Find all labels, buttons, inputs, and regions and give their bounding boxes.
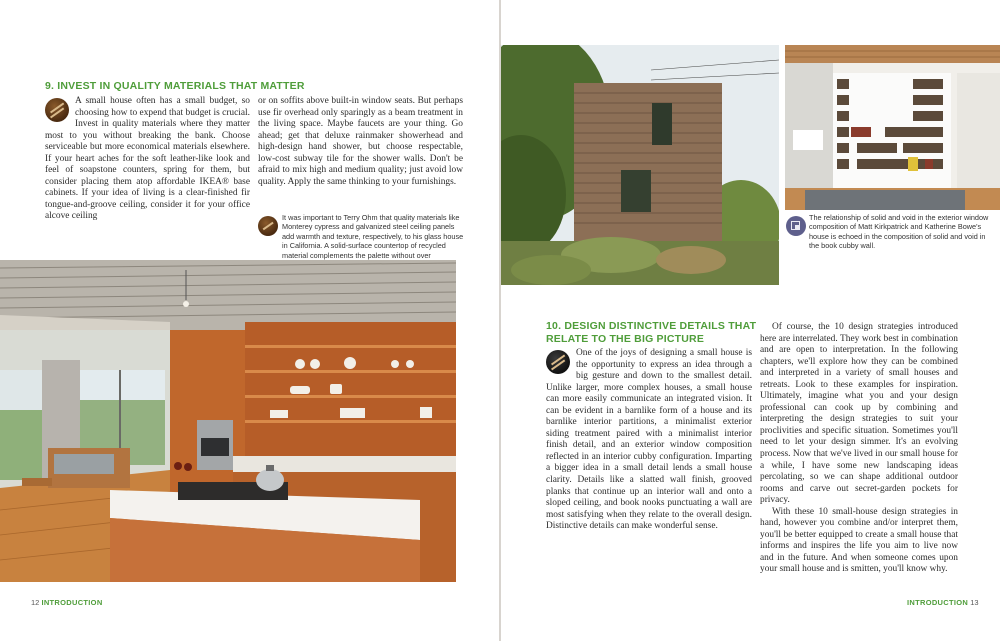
kitchen-photo-caption: It was important to Terry Ohm that quality materials like Monterey cypress and galvanized steel ceiling panels add warmth and texture, respectively, to his glass house in California. A solid-surface countertop of recycled material complements the palette without over: [282, 213, 464, 260]
bookshelf-photo: [785, 45, 1000, 210]
section-9-column-2: [258, 96, 463, 188]
section-10-column-2: [760, 322, 958, 576]
left-folio-section: INTRODUCTION: [41, 598, 103, 607]
section-10-heading-line-1: 10. DESIGN DISTINCTIVE DETAILS THAT: [546, 320, 757, 332]
section-9-column-1: [45, 96, 250, 223]
section-10-text-2b: With these 10 small-house design strategies in hand, however you combine and/or interpret them, you'll be better equipped to create a small house that informs and inspires the life you aim to live now and in the future. And when someone comes upon your small house and is smitten, you'll know why.: [760, 506, 958, 575]
section-9-text-1: A small house often has a small budget, so choosing how to expend that budget is crucial. Invest in quality materials where they matter most to you without breaking the bank. Choose serviceable but more economical materials elsewhere. If your heart aches for the soft leather-like look and feel of soapstone counters, spring for them, but consider placing them atop affordable IKEA® base cabinets. If your idea of living is a clear-finished fir tongue-and-groove ceiling, consider it for your office alcove ceiling: [45, 96, 250, 222]
left-page: [0, 0, 499, 641]
exterior-house-photo: [501, 45, 779, 285]
page-number-13: 13: [970, 598, 979, 607]
composition-caption-icon: [786, 216, 806, 236]
kitchen-photo: [0, 260, 456, 582]
wood-grain-caption-icon: [258, 216, 278, 236]
kitchen-photo-illustration: [0, 260, 456, 582]
section-10-column-1: [546, 348, 752, 533]
section-9-text-2: or on soffits above built-in window seats. But perhaps use fir overhead only sparingly as a beam treatment in the living space. Maybe faucets are your thing. Go ahead; get that deluxe rainmaker showerhead and high-design hand shower, but choose respectable, low-cost subway tile for the shower walls. Don't be afraid to mix high and medium quality; just avoid low quality. Apply the same thinking to your furnishings.: [258, 96, 463, 187]
right-folio-section: INTRODUCTION: [907, 598, 969, 607]
right-page-folio: [907, 598, 979, 607]
bookshelf-photo-caption: The relationship of solid and void in the exterior window composition of Matt Kirkpatrick and Katherine Bowe's house is echoed in the composition of solid and void in the book cubby wall.: [809, 213, 989, 251]
bookshelf-photo-illustration: [785, 45, 1000, 210]
section-10-text-1: One of the joys of designing a small house is the opportunity to express an idea through a big gesture and down to the smallest detail. Unlike larger, more complex houses, a small house can more easily communicate an integrated vision. It can be evident in a barnlike form of a house and its barnlike interior partitions, a minimalist exterior siding treatment paired with a minimalist interior finish detail, and an exterior window composition reflected in an interior cubby configuration. Imparting a bigger idea in a small detail lends a small house clarity. Details like a slatted wall finish, grooved planks that continue up an interior wall and onto a sloped ceiling, and book nooks punctuating a wall are most satisfying when they relate to the overall design. Distinctive details can make wonderful sense.: [546, 348, 752, 532]
section-10-heading-line-2: RELATE TO THE BIG PICTURE: [546, 333, 705, 345]
right-page: [501, 0, 1000, 641]
section-10-text-2a: Of course, the 10 design strategies introduced here are interrelated. They work best in combination and are open to interpretation. In the following chapters, we'll explore how they can be combined and interpreted in a variety of small houses and retreats. Look to these examples for inspiration. Ultimately, imagine what you and your design professional can cook up by combining and interpreting the design strategies to suit your proclivities and specific situation. Sometimes you'll need to let your design simmer. It's an evolving process. Now that we've lived in our small house for a while, I have some new landscaping ideas percolating, so we can shape additional outdoor rooms and carve out secret-garden pockets for privacy.: [760, 322, 958, 506]
page-number-12: 12: [31, 598, 40, 607]
section-10-heading: [546, 320, 776, 346]
left-page-folio: [31, 598, 103, 607]
wood-grain-icon: [45, 98, 69, 122]
detail-icon: [546, 350, 570, 374]
exterior-photo-illustration: [501, 45, 779, 285]
section-9-heading: 9. INVEST IN QUALITY MATERIALS THAT MATTER: [45, 80, 305, 92]
